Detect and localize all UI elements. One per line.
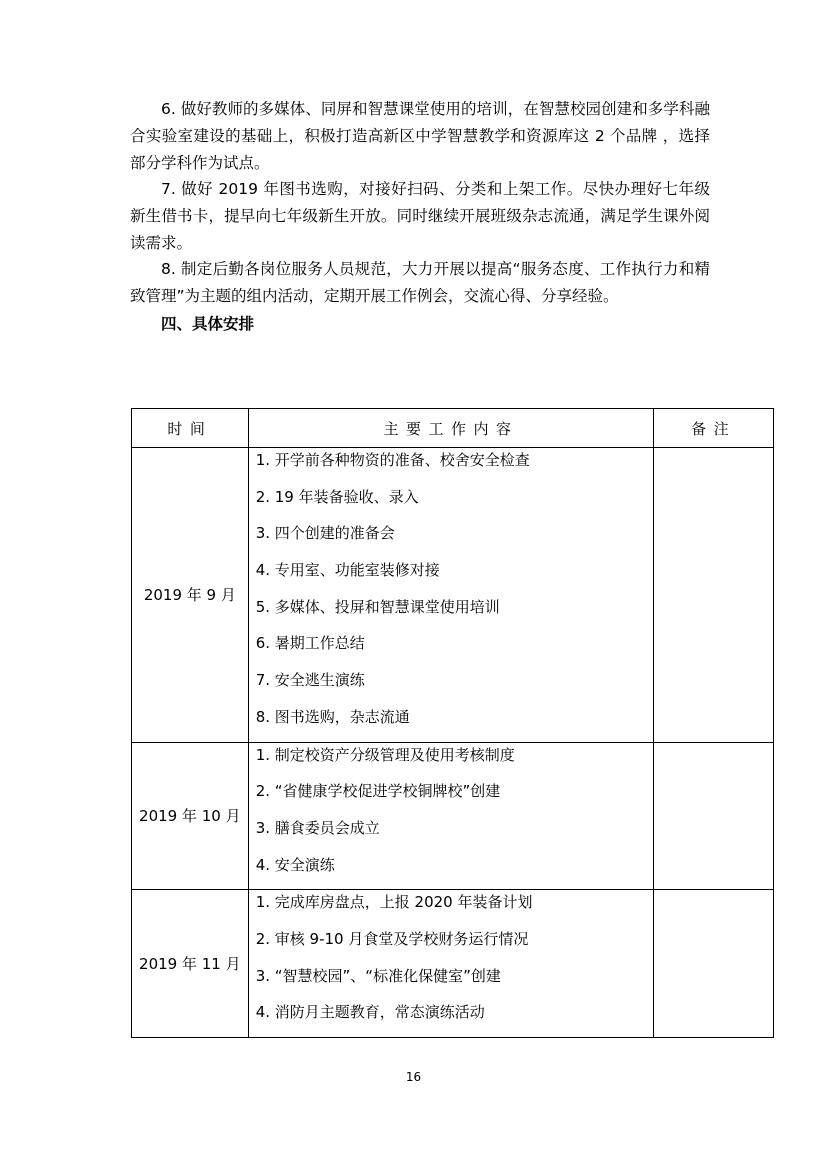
task-item: 1. 完成库房盘点，上报 2020 年装备计划 [255,893,533,912]
task-item: 4. 安全演练 [255,855,335,874]
table-row [132,890,774,1038]
table-row [132,742,774,890]
schedule-body [132,448,774,1038]
task-item: 2. 19 年装备验收、录入 [255,487,419,506]
schedule-table [131,408,774,1038]
task-item: 6. 暑期工作总结 [255,634,365,653]
task-item: 3. 四个创建的准备会 [255,524,395,543]
row-content [248,742,654,890]
task-item: 8. 图书选购，杂志流通 [255,707,410,726]
task-item: 3. 膳食委员会成立 [255,818,380,837]
paragraph-7: 7. 做好 2019 年图书选购，对接好扫码、分类和上架工作。尽快办理好七年级新生借书卡，提早向七年级新生开放。同时继续开展班级杂志流通，满足学生课外阅读需求。 [130,180,710,252]
row-content [248,890,654,1038]
task-list [256,448,654,742]
task-item: 2. “省健康学校促进学校铜牌校”创建 [255,782,501,801]
task-item: 4. 消防月主题教育，常态演练活动 [255,1003,485,1022]
task-item: 2. 审核 9-10 月食堂及学校财务运行情况 [255,929,529,948]
task-item: 1. 开学前各种物资的准备、校舍安全检查 [255,451,530,469]
task-item: 3. “智慧校园”、“标准化保健室”创建 [255,966,501,985]
section-heading: 四、具体安排 [161,315,255,333]
task-item: 5. 多媒体、投屏和智慧课堂使用培训 [255,597,500,616]
paragraph-8: 8. 制定后勤各岗位服务人员规范，大力开展以提高“服务态度、工作执行力和精致管理”为主题的组内活动，定期开展工作例会，交流心得、分享经验。 [130,260,710,305]
task-list [256,890,654,1037]
task-list [256,743,654,890]
task-item: 4. 专用室、功能室装修对接 [255,561,440,580]
row-note [654,448,774,743]
paragraph-6: 6. 做好教师的多媒体、同屏和智慧课堂使用的培训，在智慧校园创建和多学科融合实验室建设的基础上，积极打造高新区中学智慧教学和资源库这 2 个品牌 ，选择部分学科作为试点。 [130,100,710,172]
table-row [132,448,774,743]
task-item: 7. 安全逃生演练 [255,671,365,690]
row-time: 2019 年 9 月 [132,448,249,743]
table-header-row [132,409,774,448]
header-note: 备注 [654,409,774,448]
row-note [654,742,774,890]
row-time: 2019 年 11 月 [132,890,249,1038]
header-content: 主要工作内容 [248,409,654,448]
row-time: 2019 年 10 月 [132,742,249,890]
row-note [654,890,774,1038]
page-number: 16 [405,1070,422,1084]
row-content [248,448,654,743]
header-time: 时间 [132,409,249,448]
task-item: 1. 制定校资产分级管理及使用考核制度 [255,745,515,764]
